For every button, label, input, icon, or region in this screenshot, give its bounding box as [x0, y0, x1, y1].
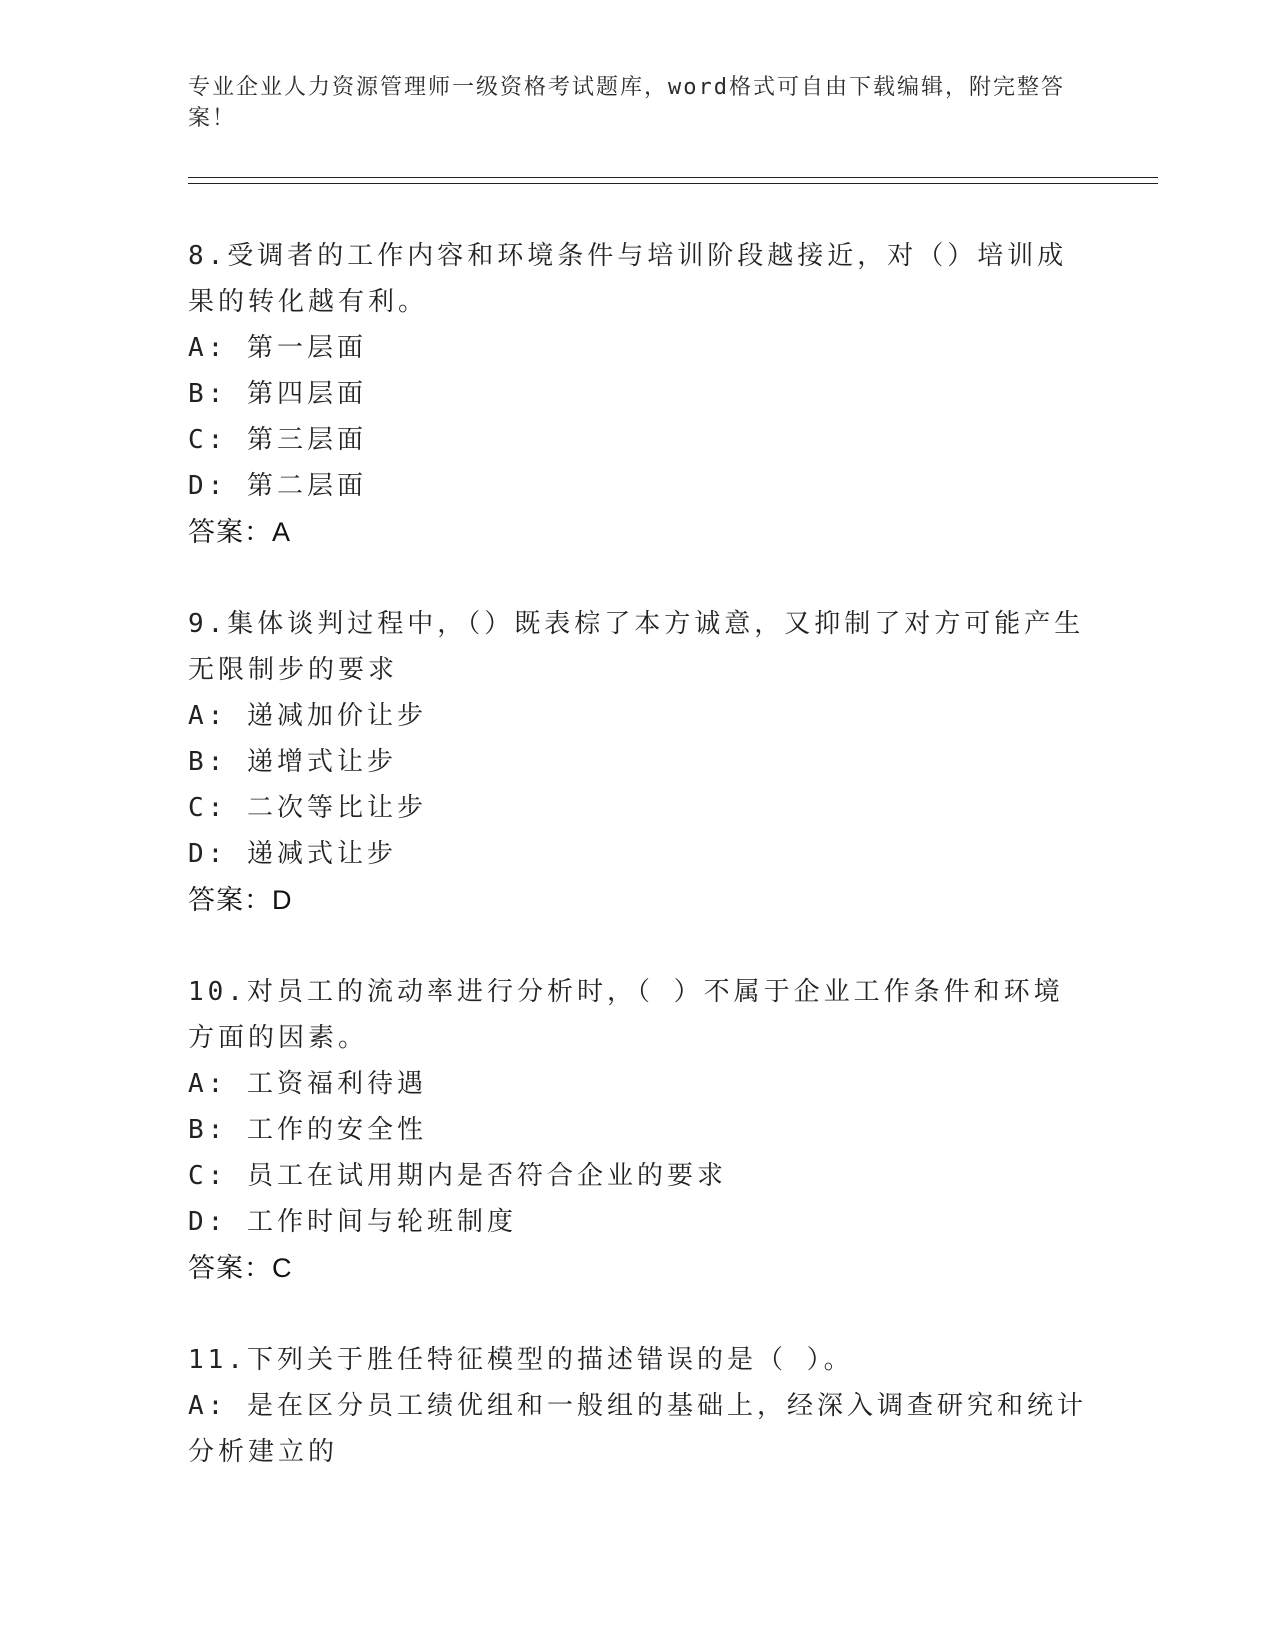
- document-header: [188, 72, 1088, 134]
- option-b: B: 递增式让步: [188, 747, 397, 777]
- option-c: C: 第三层面: [188, 425, 367, 455]
- option-d: D: 工作时间与轮班制度: [188, 1207, 517, 1237]
- option-a: A: 递减加价让步: [188, 701, 427, 731]
- answer-line: 答案：C: [188, 1253, 293, 1283]
- option-d: D: 递减式让步: [188, 839, 397, 869]
- question-10: [188, 969, 1088, 1291]
- question-stem: 8.受调者的工作内容和环境条件与培训阶段越接近，对（）培训成果的转化越有利。: [188, 241, 1068, 317]
- option-c: C: 二次等比让步: [188, 793, 427, 823]
- answer-line: 答案：A: [188, 517, 292, 547]
- option-a: A: 是在区分员工绩优组和一般组的基础上，经深入调查研究和统计分析建立的: [188, 1391, 1087, 1467]
- question-stem: 10.对员工的流动率进行分析时，（ ）不属于企业工作条件和环境方面的因素。: [188, 977, 1064, 1053]
- option-c: C: 员工在试用期内是否符合企业的要求: [188, 1161, 727, 1191]
- answer-line: 答案：D: [188, 885, 293, 915]
- question-stem: 11.下列关于胜任特征模型的描述错误的是（ ）。: [188, 1345, 854, 1375]
- question-8: [188, 233, 1088, 555]
- question-list: [188, 233, 1088, 1521]
- header-divider-bottom: [188, 183, 1158, 184]
- question-11: [188, 1337, 1088, 1475]
- header-divider-top: [188, 177, 1158, 178]
- option-d: D: 第二层面: [188, 471, 367, 501]
- option-b: B: 工作的安全性: [188, 1115, 427, 1145]
- header-intro-text: 专业企业人力资源管理师一级资格考试题库，word格式可自由下载编辑，附完整答案！: [188, 75, 1065, 131]
- option-b: B: 第四层面: [188, 379, 367, 409]
- option-a: A: 工资福利待遇: [188, 1069, 427, 1099]
- question-stem: 9.集体谈判过程中，（）既表棕了本方诚意，又抑制了对方可能产生无限制步的要求: [188, 609, 1085, 685]
- question-9: [188, 601, 1088, 923]
- option-a: A: 第一层面: [188, 333, 367, 363]
